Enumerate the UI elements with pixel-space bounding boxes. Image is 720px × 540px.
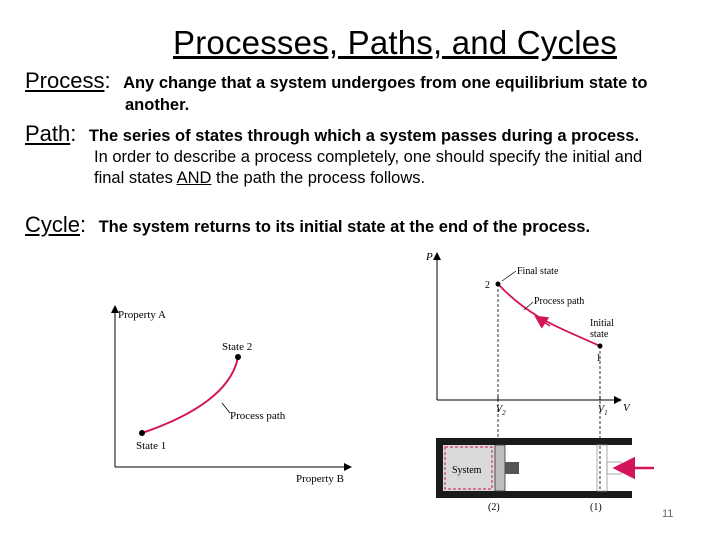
- path-note: [94, 147, 642, 189]
- initial-state-label-line2: state: [590, 329, 609, 340]
- path-note-pre: final states: [94, 169, 177, 187]
- pv-process-curve: [498, 284, 600, 346]
- initial-state-label-line1: Initial: [590, 318, 614, 329]
- path-note-line2: [94, 168, 642, 189]
- process-path-label: Process path: [230, 410, 286, 422]
- final-state-leader: [502, 271, 516, 281]
- piston-rod-initial: [607, 462, 621, 474]
- property-diagram: [100, 295, 360, 490]
- process-def-line1: Any change that a system undergoes from one equilibrium state to: [123, 74, 648, 92]
- system-label: System: [452, 465, 482, 476]
- process-term: Process: [25, 68, 105, 93]
- state1-point: [139, 430, 145, 436]
- point1-label: 1: [596, 353, 601, 364]
- cycle-term: Cycle: [25, 212, 81, 237]
- final-state-label: Final state: [517, 266, 559, 277]
- pos2-label: (2): [488, 502, 500, 513]
- v-axis-label: V: [623, 402, 630, 414]
- p-axis-label: P: [426, 251, 433, 263]
- path-colon: :: [70, 121, 77, 146]
- piston: [495, 445, 505, 491]
- path-note-and: AND: [176, 169, 212, 187]
- pv-process-path-label: Process path: [534, 296, 585, 307]
- path-term: Path: [25, 121, 71, 146]
- piston-initial-position: [597, 445, 607, 491]
- cycle-definition: [25, 212, 590, 238]
- state2-label: State 2: [222, 341, 253, 353]
- slide-title: Processes, Paths, and Cycles: [173, 24, 617, 61]
- v1-label: $V_1$: [598, 404, 608, 417]
- path-note-post: the path the process follows.: [211, 169, 426, 187]
- property-a-label: Property A: [118, 309, 166, 321]
- cylinder-top-wall: [436, 438, 632, 445]
- point2-label: 2: [485, 280, 490, 291]
- pos1-label: (1): [590, 502, 602, 513]
- path-note-line1: In order to describe a process completely, one should specify the initial and: [94, 148, 643, 166]
- state1-label: State 1: [136, 440, 167, 452]
- page-number: 11: [662, 508, 674, 520]
- path-def: The series of states through which a system passes during a process.: [88, 127, 640, 145]
- path-label-leader: [222, 403, 230, 413]
- cylinder-bottom-wall: [436, 491, 632, 498]
- process-path-curve: [142, 357, 238, 433]
- process-def-line2: another.: [125, 96, 190, 114]
- process-colon: :: [104, 68, 111, 93]
- cycle-def: The system returns to its initial state at the end of the process.: [98, 218, 591, 236]
- process-definition: [25, 68, 648, 94]
- path-definition: [25, 121, 639, 147]
- v2-label: $V_2$: [496, 404, 506, 417]
- cylinder-end-wall: [436, 438, 443, 498]
- property-b-label: Property B: [296, 473, 344, 485]
- pv-path-leader: [524, 302, 533, 310]
- cycle-colon: :: [80, 212, 87, 237]
- pv-diagram: [420, 248, 660, 518]
- state2-point: [235, 354, 241, 360]
- piston-rod: [505, 462, 519, 474]
